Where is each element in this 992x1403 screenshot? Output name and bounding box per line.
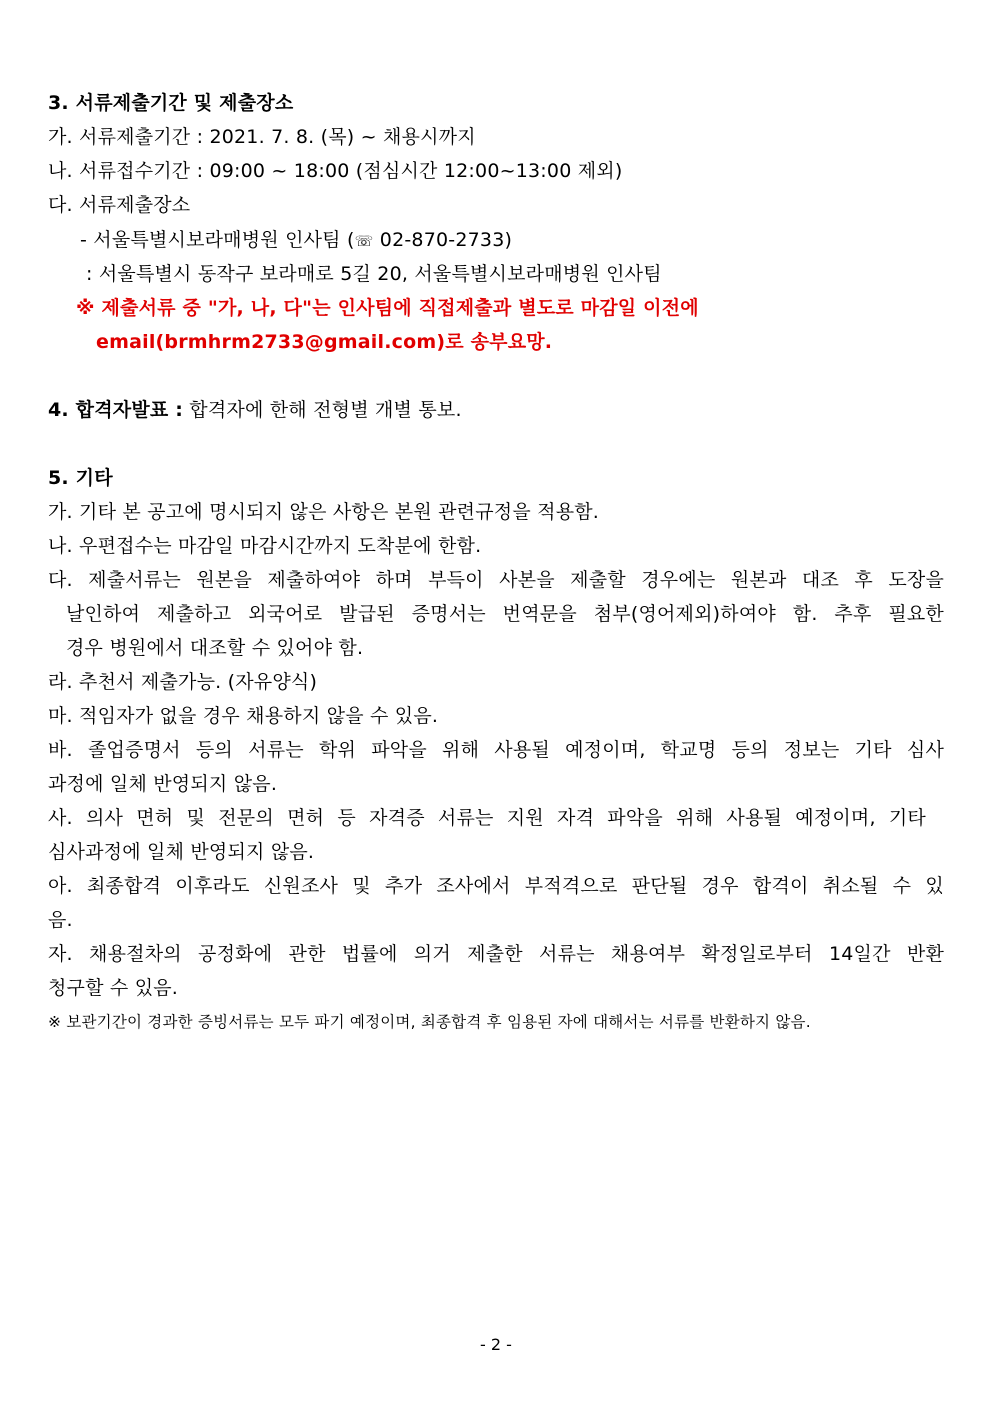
list-item: 마. 적임자가 없을 경우 채용하지 않을 수 있음. — [48, 705, 439, 727]
list-item: 가. 기타 본 공고에 명시되지 않은 사항은 본원 관련규정을 적용함. — [48, 501, 600, 523]
list-item: 다. 제출서류는 원본을 제출하여야 하며 부득이 사본을 제출할 경우에는 원본과 대조 후 도장을 — [48, 569, 944, 591]
footnote: ※ 보관기간이 경과한 증빙서류는 모두 파기 예정이며, 최종합격 후 임용된 자에 대해서는 서류를 반환하지 않음. — [48, 1013, 811, 1031]
section3-heading: 3. 서류제출기간 및 제출장소 — [48, 92, 294, 114]
list-item: 나. 우편접수는 마감일 마감시간까지 도착분에 한함. — [48, 535, 482, 557]
submission-place — [80, 223, 940, 258]
list-item-continuation: 경우 병원에서 대조할 수 있어야 함. — [66, 637, 364, 659]
list-item-continuation: 과정에 일체 반영되지 않음. — [48, 773, 278, 795]
section5-heading: 5. 기타 — [48, 467, 113, 489]
section4 — [48, 393, 944, 427]
list-item-continuation: 날인하여 제출하고 외국어로 발급된 증명서는 번역문을 첨부(영어제외)하여야 함. 추후 필요한 — [66, 603, 944, 625]
section4-heading: 4. 합격자발표 : — [48, 399, 184, 421]
place-prefix: - 서울특별시보라매병원 인사팀 ( — [80, 229, 355, 251]
submission-place-label: 다. 서류제출장소 — [48, 194, 191, 216]
list-item: 자. 채용절차의 공정화에 관한 법률에 의거 제출한 서류는 채용여부 확정일로부터 14일간 반환 — [48, 943, 944, 965]
phone-icon: ☏ — [354, 232, 374, 250]
notice-line-1: ※ 제출서류 중 "가, 나, 다"는 인사팀에 직접제출과 별도로 마감일 이전에 — [76, 297, 699, 319]
list-item-continuation: 심사과정에 일체 반영되지 않음. — [48, 841, 315, 863]
submission-period: 가. 서류제출기간 : 2021. 7. 8. (목) ~ 채용시까지 — [48, 126, 476, 148]
list-item: 사. 의사 면허 및 전문의 면허 등 자격증 서류는 지원 자격 파악을 위해 사용될 예정이며, 기타 — [48, 807, 926, 829]
section4-text: 합격자에 한해 전형별 개별 통보. — [183, 399, 462, 421]
submission-address: : 서울특별시 동작구 보라매로 5길 20, 서울특별시보라매병원 인사팀 — [86, 263, 662, 285]
list-item-continuation: 청구할 수 있음. — [48, 977, 179, 999]
place-phone: 02-870-2733) — [373, 229, 513, 251]
list-item: 라. 추천서 제출가능. (자유양식) — [48, 671, 318, 693]
list-item: 아. 최종합격 이후라도 신원조사 및 추가 조사에서 부적격으로 판단될 경우 합격이 취소될 수 있 — [48, 875, 944, 897]
list-item-continuation: 음. — [48, 909, 73, 931]
reception-hours: 나. 서류접수기간 : 09:00 ~ 18:00 (점심시간 12:00~13:00 제외) — [48, 160, 623, 182]
page-number: - 2 - — [480, 1335, 512, 1354]
list-item: 바. 졸업증명서 등의 서류는 학위 파악을 위해 사용될 예정이며, 학교명 등의 정보는 기타 심사 — [48, 739, 944, 761]
notice-line-2: email(brmhrm2733@gmail.com)로 송부요망. — [96, 331, 553, 353]
